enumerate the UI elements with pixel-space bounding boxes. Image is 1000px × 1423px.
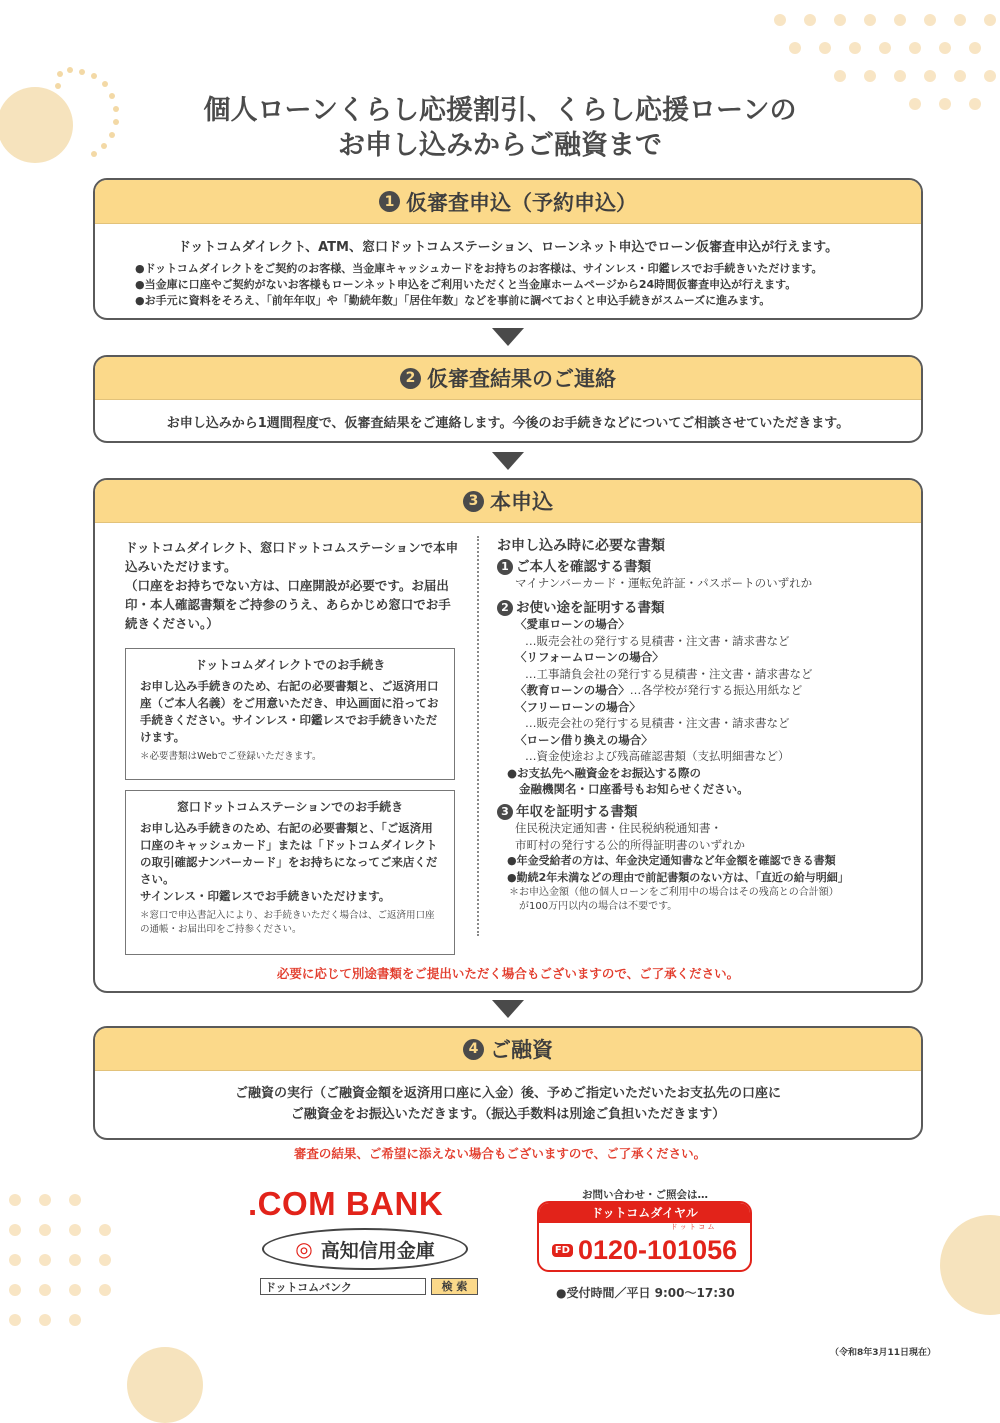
docs2-note1: ●お支払先へ融資金をお振込する際の <box>507 765 702 780</box>
docs3-note1: ＊お申込金額（他の個人ローンをご利用中の場合はその残高との合計額） <box>509 887 839 898</box>
decorative-circle-bottom-right <box>930 1210 1000 1320</box>
docs2-item-text: …資金使途および残高確認書類（支払明細書など） <box>525 749 790 763</box>
station-procedure-title: 窓口ドットコムステーションでのお手続き <box>176 800 404 814</box>
search-input[interactable]: ドットコムバンク <box>260 1278 426 1295</box>
down-arrow-icon <box>492 452 524 470</box>
decorative-dots-bottom-left <box>0 1185 240 1423</box>
docs2-note2: 金融機関名・口座番号もお知らせください。 <box>519 782 749 796</box>
docs3-text1: 住民税決定通知書・住民税納税通知書・ <box>515 821 722 835</box>
step3-number-badge: 3 <box>463 491 484 512</box>
step4-header <box>95 1028 921 1071</box>
service-hours: ●受付時間／平日 9:00〜17:30 <box>556 1286 735 1300</box>
docs3-bullet1: ●年金受給者の方は、年金決定通知書など年金額を確認できる書類 <box>507 854 836 867</box>
step3-intro-note: （口座をお持ちでない方は、口座開設が必要です。お届出印・本人確認書類をご持参のうえ、あらかじめ窓口でお手続きください。） <box>125 578 451 631</box>
phone-number[interactable]: 0120-101056 <box>577 1234 738 1265</box>
station-procedure-box <box>125 790 455 955</box>
page-title-line2: お申し込みからご融資まで <box>338 130 662 161</box>
step1-bullets <box>135 261 921 309</box>
step4-body <box>95 1083 921 1125</box>
docs3-text2: 市町村の発行する公的所得証明書のいずれか <box>515 837 745 852</box>
date-note: （令和8年3月11日現在） <box>830 1348 937 1358</box>
step2-title: 仮審査結果のご連絡 <box>427 367 616 391</box>
step2-header <box>95 357 921 400</box>
step1-lead: ドットコムダイレクト、ATM、窓口ドットコムステーション、ローンネット申込でローン仮審査申込が行えます。 <box>177 240 839 255</box>
step3-box <box>93 478 923 993</box>
docs1-text: マイナンバーカード・運転免許証・パスポートのいずれか <box>515 576 813 590</box>
step1-header <box>95 180 921 224</box>
page-title-line1: 個人ローンくらし応援割引、くらし応援ローンの <box>203 95 797 126</box>
direct-procedure-box <box>125 648 455 780</box>
step1-body <box>95 236 921 309</box>
docs2-title: お使い途を証明する書類 <box>516 599 665 616</box>
docs2-item-text: …販売会社の発行する見積書・注文書・請求書など <box>525 633 790 648</box>
docs2-item <box>497 699 907 732</box>
step1-number-badge: 1 <box>379 191 400 212</box>
dial-name: ドットコムダイヤル <box>539 1203 750 1223</box>
com-bank-logo: .COM BANK <box>248 1185 444 1222</box>
step1-box <box>93 178 923 320</box>
docs2-item-label: 〈ローン借り換えの場合〉 <box>515 732 653 747</box>
step2-body <box>95 412 921 431</box>
step4-line1: ご融資の実行（ご融資金額を返済用口座に入金）後、予めご指定いただいたお支払先の口座に <box>234 1086 781 1101</box>
docs2-item <box>497 732 907 765</box>
step3-title: 本申込 <box>490 490 553 514</box>
docs2-item <box>497 649 907 682</box>
bank-emblem-icon: ◎ <box>295 1237 313 1261</box>
review-disclaimer: 審査の結果、ご希望に添えない場合もございますので、ご了承ください。 <box>293 1146 707 1161</box>
inquiry-label: お問い合わせ・ご照会は… <box>582 1189 708 1201</box>
bank-logo-badge <box>262 1228 468 1270</box>
step4-title: ご融資 <box>490 1038 553 1062</box>
contact-dial-box <box>537 1201 752 1272</box>
dial-ruby: ド ッ ト コ ム <box>670 1223 715 1231</box>
docs1-title: ご本人を確認する書類 <box>516 558 651 575</box>
direct-procedure-title: ドットコムダイレクトでのお手続き <box>194 658 386 672</box>
down-arrow-icon <box>492 328 524 346</box>
step3-footer-notice: 必要に応じて別途書類をご提出いただく場合もございますので、ご了承ください。 <box>276 966 740 981</box>
direct-procedure-text: お申し込み手続きのため、右記の必要書類と、ご返済用口座（ご本人名義）をご用意いただき、申込画面に沿ってお手続きください。サインレス・印鑑レスでお手続きいただけます。 <box>140 679 439 744</box>
step4-line2: ご融資金をお振込いただきます。（振込手数料は別途ご負担いただきます） <box>290 1107 726 1122</box>
step3-intro: ドットコムダイレクト、窓口ドットコムステーションで本申込みいただけます。 <box>125 540 459 574</box>
step4-box <box>93 1026 923 1140</box>
docs2-item <box>497 616 907 649</box>
step1-bullet: ●お手元に資料をそろえ、「前年年収」や「勤続年数」「居住年数」などを事前に調べておくと申込手続きがスムーズに進みます。 <box>135 294 771 307</box>
docs2-heading <box>497 600 907 617</box>
step3-left-column <box>125 538 460 633</box>
step2-box <box>93 355 923 443</box>
free-dial-icon: FD <box>552 1244 573 1257</box>
docs2-item-text: …販売会社の発行する見積書・注文書・請求書など <box>525 716 790 730</box>
bank-name: 高知信用金庫 <box>320 1239 435 1262</box>
docs2-number-badge: 2 <box>497 600 513 616</box>
docs2-item <box>497 682 907 699</box>
direct-procedure-note: ＊必要書類はWebでご登録いただきます。 <box>140 751 322 762</box>
docs2-item-label: 〈リフォームローンの場合〉 <box>515 650 664 664</box>
step3-header <box>95 480 921 523</box>
station-procedure-note: ＊窓口で申込書記入により、お手続きいただく場合は、ご返済用口座の通帳・お届出印をご持参ください。 <box>140 910 435 935</box>
docs3-number-badge: 3 <box>497 804 513 820</box>
docs3-note2: が100万円以内の場合は不要です。 <box>519 901 678 912</box>
step1-bullet: ●ドットコムダイレクトをご契約のお客様、当金庫キャッシュカードをお持ちのお客様は、サインレス・印鑑レスでお手続きいただけます。 <box>135 262 823 275</box>
step3-right-column <box>497 538 907 914</box>
station-procedure-text2: サインレス・印鑑レスでお手続きいただけます。 <box>140 889 391 903</box>
docs3-title: 年収を証明する書類 <box>516 803 638 820</box>
step2-lead: お申し込みから1週間程度で、仮審査結果をご連絡します。今後のお手続きなどについてご相談させていただきます。 <box>166 416 850 431</box>
docs1-heading <box>497 559 907 576</box>
step4-number-badge: 4 <box>463 1039 484 1060</box>
search-button[interactable]: 検 索 <box>431 1278 478 1295</box>
phone-line <box>539 1232 750 1268</box>
step1-bullet: ●当金庫に口座やご契約がないお客様もローンネット申込をご利用いただくと当金庫ホームページから24時間仮審査申込が行えます。 <box>135 278 797 291</box>
down-arrow-icon <box>492 1000 524 1018</box>
docs3-heading <box>497 804 907 821</box>
docs2-item-label: 〈愛車ローンの場合〉 <box>515 617 630 631</box>
docs2-item-label: 〈教育ローンの場合〉 <box>515 683 630 697</box>
column-divider <box>477 536 479 936</box>
station-procedure-text: お申し込み手続きのため、右記の必要書類と、「ご返済用口座のキャッシュカード」または「ドットコムダイレクトの取引確認ナンバーカード」をお持ちになってご来店ください。 <box>140 821 438 886</box>
step2-number-badge: 2 <box>400 368 421 389</box>
docs3-bullet2: ●勤続2年未満などの理由で前記書類のない方は、「直近の給与明細」 <box>507 870 849 884</box>
docs1-number-badge: 1 <box>497 559 513 575</box>
required-docs-title: お申し込み時に必要な書類 <box>497 538 665 554</box>
docs2-item-text: …各学校が発行する振込用紙など <box>629 683 803 697</box>
docs2-item-label: 〈フリーローンの場合〉 <box>515 699 641 714</box>
step1-title: 仮審査申込（予約申込） <box>406 190 637 215</box>
docs2-item-text: …工事請負会社の発行する見積書・注文書・請求書など <box>525 666 813 681</box>
